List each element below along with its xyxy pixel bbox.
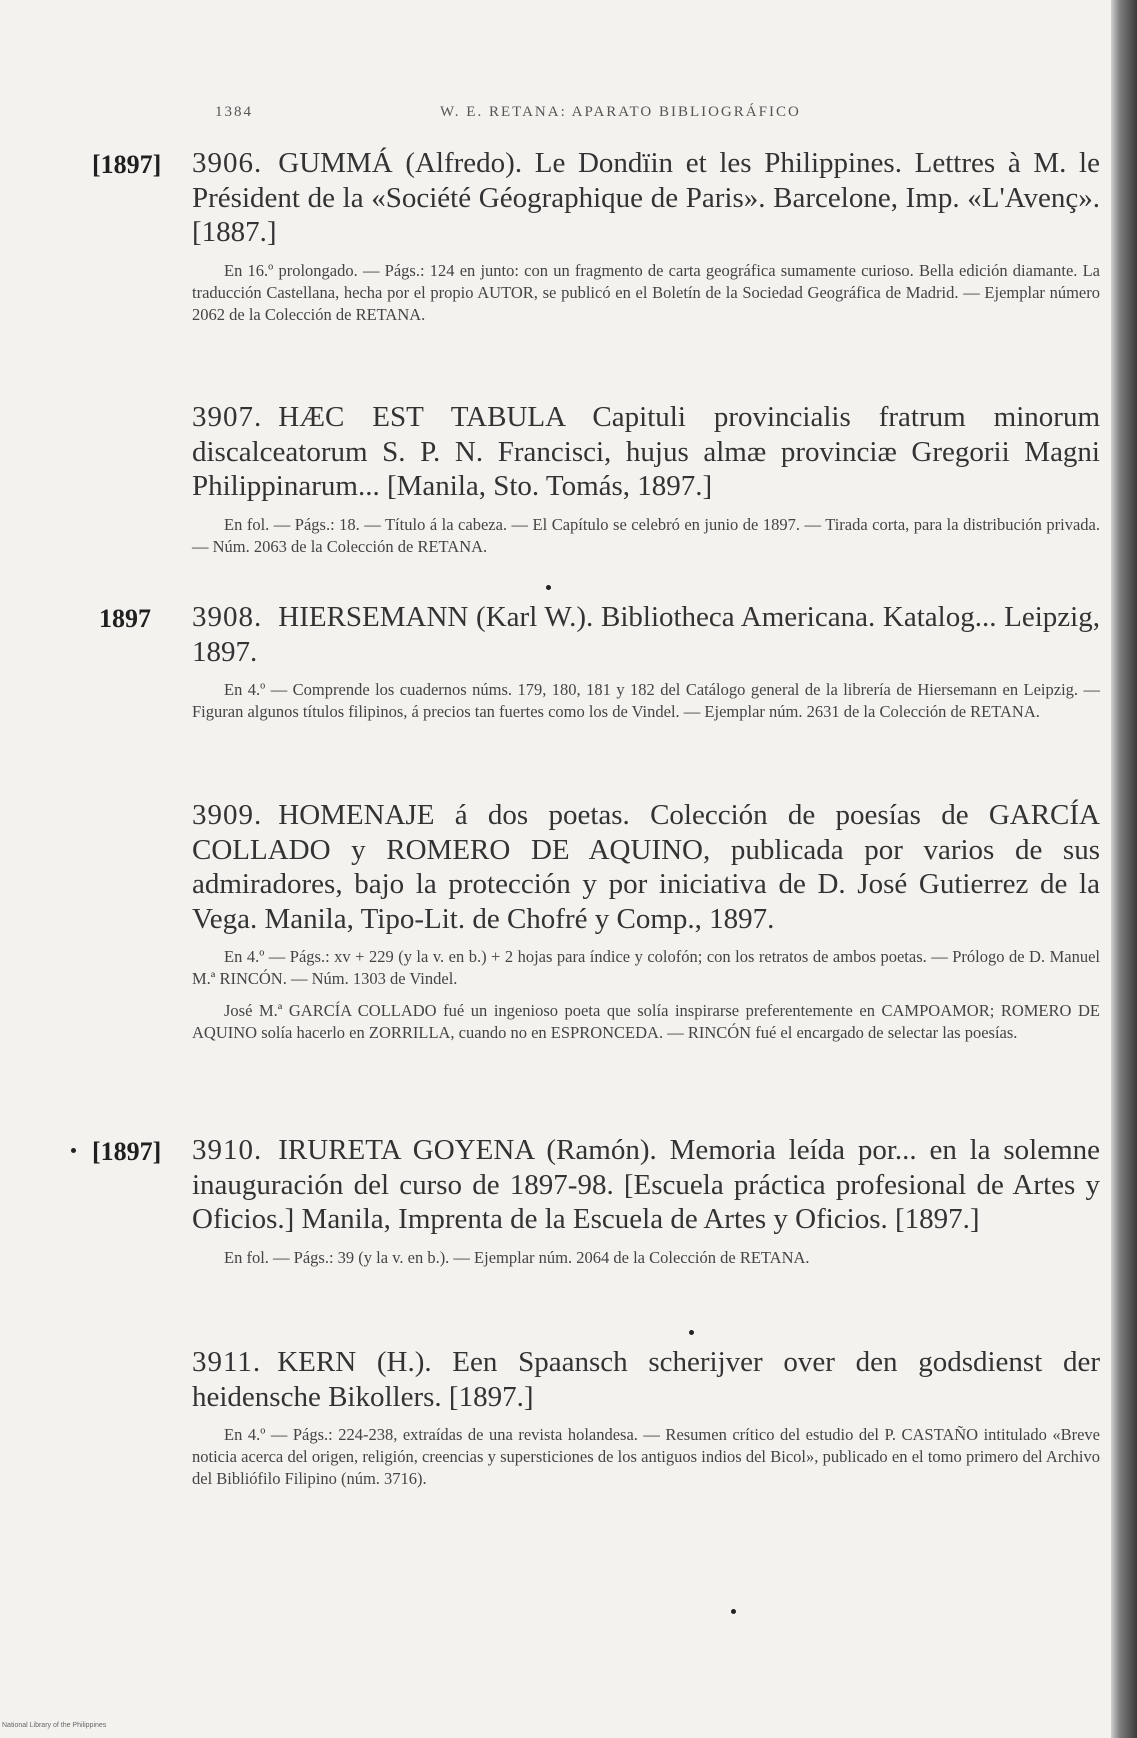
entry-note: En fol. — Págs.: 39 (y la v. en b.). — Ejemplar núm. 2064 de la Colección de RETANA. [224,1247,810,1267]
entry-heading [192,1345,1100,1414]
page-header [0,104,1137,128]
entry-heading [192,1133,1100,1237]
ink-speck [546,585,551,590]
ink-speck [731,1609,736,1614]
entry-year: [1897] [92,150,162,179]
ink-speck [689,1330,694,1335]
entry-note: En fol. — Págs.: 18. — Título á la cabeza. — El Capítulo se celebró en junio de 1897. — Tirada corta, para la distribución privada. — Núm. 2063 de la Colección de RETANA. [192,514,1100,556]
entry-number: 3910. [192,1134,263,1166]
entry-3909 [192,798,1100,1044]
entry-3906 [92,146,1100,326]
entry-number: 3906. [192,147,263,179]
entry-number: 3911. [192,1346,262,1378]
entry-title: GUMMÁ (Alfredo). Le Dondïin et les Philippines. Lettres à M. le Président de la «Société Géographique de Paris». Barcelone, Imp. «L'Avenç». [1887.] [192,147,1100,248]
running-title: W. E. RETANA: APARATO BIBLIOGRÁFICO [440,104,801,120]
entry-note: En 4.º — Págs.: 224-238, extraídas de una revista holandesa. — Resumen crítico del estudio del P. CASTAÑO intitulado «Breve noticia acerca del origen, religión, creencias y supersticiones de los antiguos indios del Bicol», publicado en el tomo primero del Archivo del Bibliófilo Filipino (núm. 3716). [192,1425,1100,1488]
scan-edge [1111,0,1137,1738]
entry-title: HÆC EST TABULA Capituli provincialis fratrum minorum discalceatorum S. P. N. Francisci, hujus almæ provinciæ Gregorii Magni Philippinarum... [Manila, Sto. Tomás, 1897.] [192,401,1100,502]
entry-note: José M.ª GARCÍA COLLADO fué un ingenioso poeta que solía inspirarse preferentemente en CAMPOAMOR; ROMERO DE AQUINO solía hacerlo en ZORRILLA, cuando no en ESPRONCEDA. — RINCÓN fué el encargado de selectar las poesías. [192,1001,1100,1042]
entry-number: 3907. [192,401,263,433]
entry-heading [192,400,1100,504]
entry-3908 [99,600,1100,723]
entry-year: [1897] [92,1137,162,1166]
entry-title: IRURETA GOYENA (Ramón). Memoria leída por... en la solemne inauguración del curso de 1897-98. [Escuela práctica profesional de Artes y Oficios.] Manila, Imprenta de la Escuela de Artes y Oficios. [1897.] [192,1134,1100,1235]
entry-3910 [92,1133,1100,1269]
entry-3907 [192,400,1100,558]
page-number: 1384 [215,104,253,120]
entry-3911 [192,1345,1100,1490]
entry-year: 1897 [99,604,151,633]
scan-credit: National Library of the Philippines [2,1722,107,1729]
entry-heading [192,600,1100,669]
ink-speck [71,1148,76,1153]
entry-title: KERN (H.). Een Spaansch scherijver over den godsdienst der heidensche Bikollers. [1897.] [192,1346,1100,1413]
entry-title: HIERSEMANN (Karl W.). Bibliotheca Americana. Katalog... Leipzig, 1897. [192,601,1100,668]
entry-heading [192,146,1100,250]
entry-title: HOMENAJE á dos poetas. Colección de poesías de GARCÍA COLLADO y ROMERO DE AQUINO, publicada por varios de sus admiradores, bajo la protección y por iniciativa de D. José Gutierrez de la Vega. Manila, Tipo-Lit. de Chofré y Comp., 1897. [192,799,1100,935]
entry-number: 3908. [192,601,263,633]
entry-note: En 16.º prolongado. — Págs.: 124 en junto: con un fragmento de carta geográfica sumamente curioso. Bella edición diamante. La traducción Castellana, hecha por el propio AUTOR, se publicó en el Boletín de la Sociedad Geográfica de Madrid. — Ejemplar número 2062 de la Colección de RETANA. [192,260,1100,324]
entry-heading [192,798,1100,936]
entry-note: En 4.º — Comprende los cuadernos núms. 179, 180, 181 y 182 del Catálogo general de la librería de Hiersemann en Leipzig. — Figuran algunos títulos filipinos, á precios tan fuertes como los de Vindel. — Ejemplar núm. 2631 de la Colección de RETANA. [192,680,1100,721]
entry-note: En 4.º — Págs.: xv + 229 (y la v. en b.) + 2 hojas para índice y colofón; con los retratos de ambos poetas. — Prólogo de D. Manuel M.ª RINCÓN. — Núm. 1303 de Vindel. [192,947,1100,988]
entry-number: 3909. [192,799,263,831]
